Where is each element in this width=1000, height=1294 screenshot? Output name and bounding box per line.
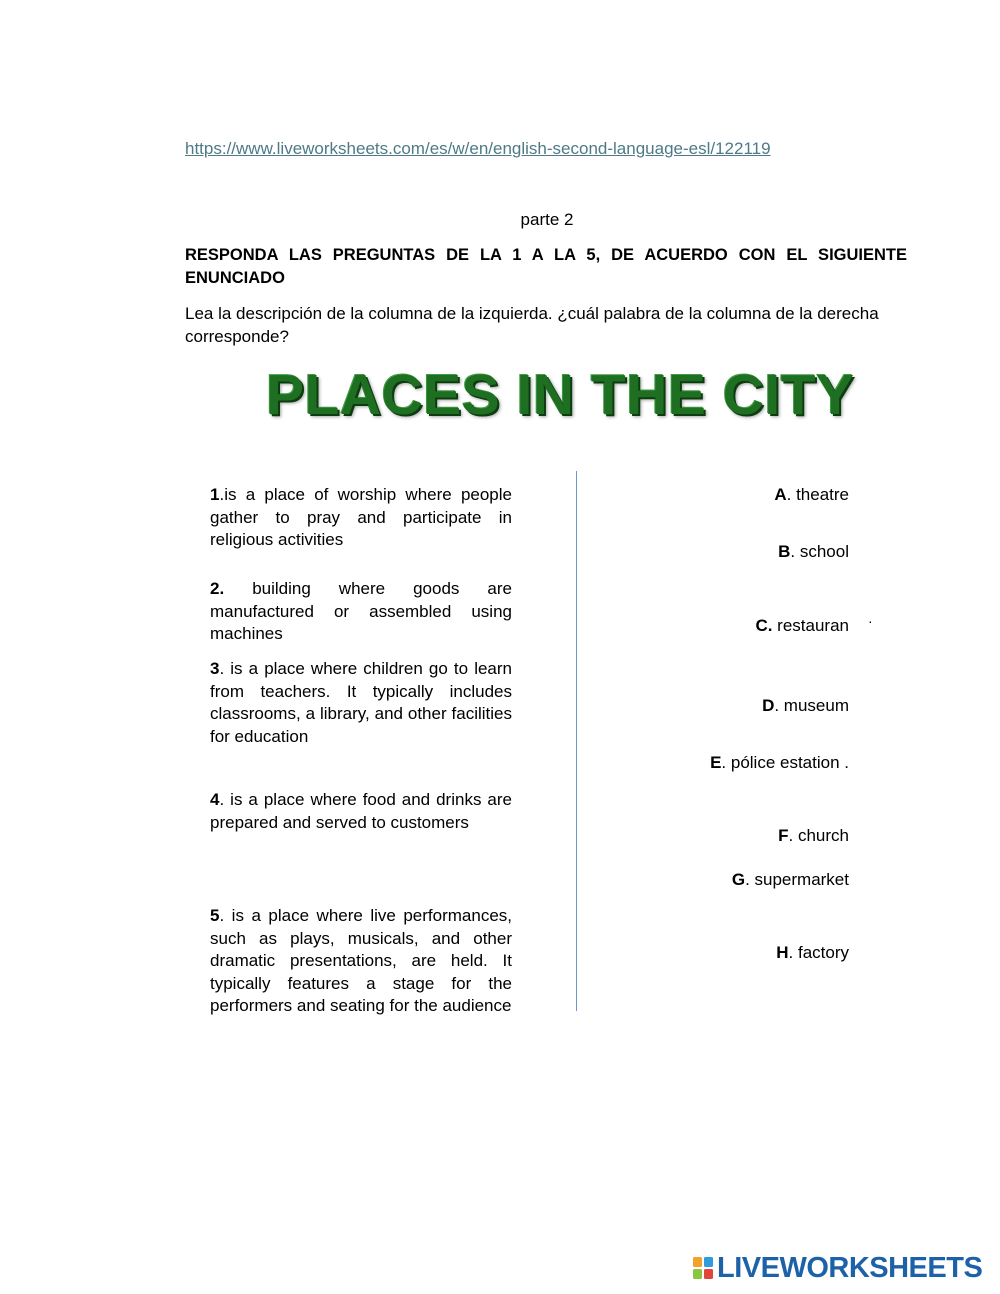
question-number: 1 — [210, 485, 220, 504]
question-text: . is a place where food and drinks are prepared and served to customers — [210, 790, 512, 832]
option-text: . museum — [774, 696, 849, 715]
option-g — [732, 870, 849, 890]
question-text: .is a place of worship where people gather to pray and participate in religious activities — [210, 485, 512, 549]
option-letter: B — [778, 542, 791, 561]
question-2 — [210, 578, 512, 646]
option-a — [774, 485, 849, 505]
option-b — [778, 542, 849, 562]
option-e — [710, 753, 849, 773]
liveworksheets-logo — [692, 1252, 982, 1284]
question-number: 4 — [210, 790, 220, 809]
question-number: 2. — [210, 579, 225, 598]
question-number: 3 — [210, 659, 220, 678]
option-text: . factory — [788, 943, 849, 962]
question-5 — [210, 905, 512, 1018]
question-3 — [210, 658, 512, 748]
option-text: . supermarket — [745, 870, 849, 889]
option-d — [762, 696, 849, 716]
option-letter: H — [776, 943, 789, 962]
option-c — [755, 616, 849, 636]
question-text: . is a place where children go to learn from teachers. It typically includes classrooms, a library, and other facilities for education — [210, 659, 512, 746]
question-number: 5 — [210, 906, 220, 925]
stray-mark: · — [868, 613, 873, 629]
question-text: building where goods are manufactured or assembled using machines — [210, 579, 512, 643]
option-text: . school — [790, 542, 849, 561]
question-1 — [210, 484, 512, 552]
question-4 — [210, 789, 512, 834]
instruction-heading: RESPONDA LAS PREGUNTAS DE LA 1 A LA 5, DE ACUERDO CON EL SIGUIENTE ENUNCIADO — [185, 246, 907, 287]
option-text: restauran — [772, 616, 849, 635]
option-text: . pólice estation . — [721, 753, 849, 772]
option-h — [776, 943, 849, 963]
option-letter: C. — [755, 616, 773, 635]
part-label: parte 2 — [520, 210, 574, 229]
option-letter: F — [778, 826, 789, 845]
page-title: PLACES IN THE CITY — [266, 363, 855, 427]
worksheet-link[interactable]: https://www.liveworksheets.com/es/w/en/english-second-language-esl/122119 — [185, 139, 771, 158]
option-f — [778, 826, 849, 846]
question-text: . is a place where live performances, such as plays, musicals, and other dramatic presentations, are held. It typically features a stage for the performers and seating for the audience — [210, 906, 512, 1015]
option-text: . church — [788, 826, 849, 845]
instruction-description: Lea la descripción de la columna de la izquierda. ¿cuál palabra de la columna de la derecha corresponde? — [185, 304, 879, 346]
option-letter: G — [731, 870, 746, 889]
option-letter: E — [710, 753, 722, 772]
option-letter: A — [774, 485, 787, 504]
option-text: . theatre — [786, 485, 849, 504]
option-letter: D — [762, 696, 775, 715]
column-divider — [576, 471, 577, 1011]
live-blocks-icon — [692, 1256, 714, 1280]
logo-text: LIVEWORKSHEETS — [717, 1251, 983, 1284]
